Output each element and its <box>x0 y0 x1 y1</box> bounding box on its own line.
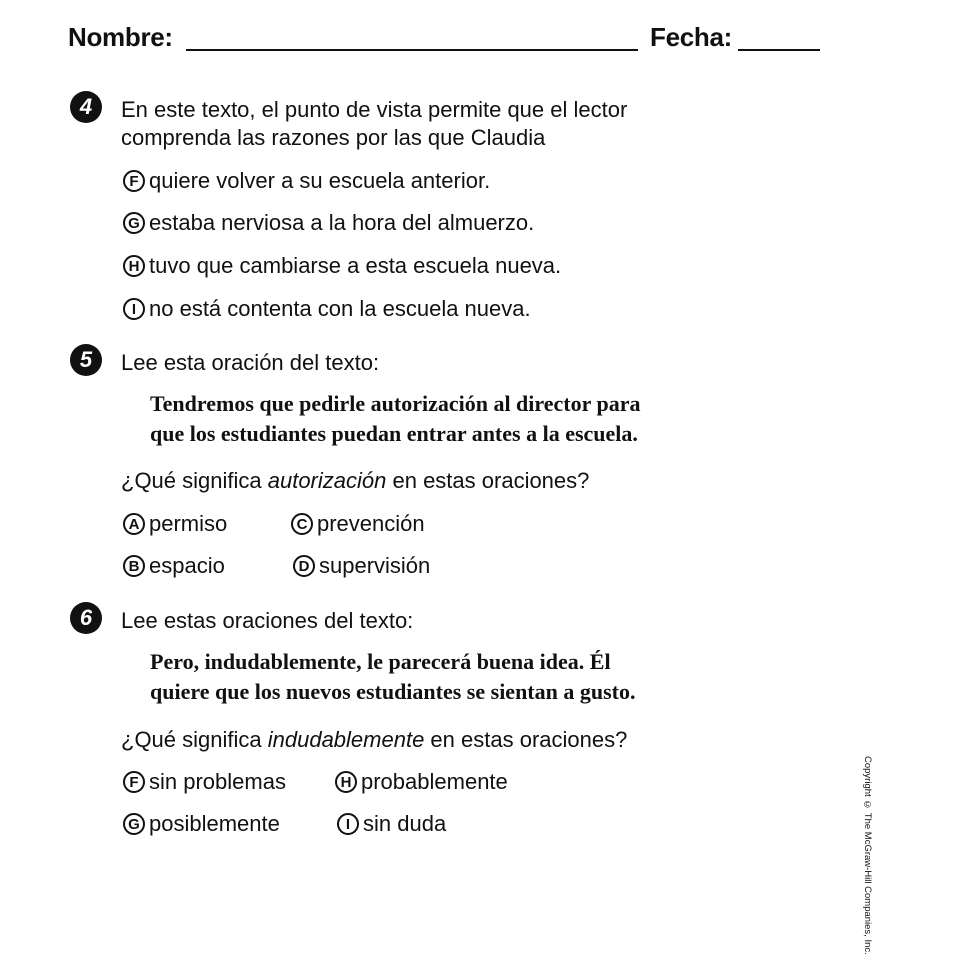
option-text: no está contenta con la escuela nueva. <box>149 296 531 321</box>
question-6-prompt <box>121 726 627 754</box>
option-text: sin problemas <box>149 769 286 794</box>
question-6-quote-line1: Pero, indudablemente, le parecerá buena idea. Él <box>150 649 611 674</box>
answer-bubble[interactable]: F <box>123 771 145 793</box>
prompt-text: ¿Qué significa <box>121 727 268 752</box>
prompt-keyword: indudablemente <box>267 727 425 752</box>
option-text: posiblemente <box>149 811 280 836</box>
date-blank-line[interactable] <box>738 49 820 51</box>
question-5-option-a[interactable] <box>123 510 227 538</box>
name-label: Nombre: <box>68 22 173 52</box>
answer-bubble[interactable]: G <box>123 212 145 234</box>
copyright-notice: Copyright © The McGraw-Hill Companies, Inc. <box>862 756 873 955</box>
prompt-text: en estas oraciones? <box>424 727 628 752</box>
option-text: espacio <box>149 553 225 578</box>
option-text: permiso <box>149 511 228 536</box>
answer-bubble[interactable]: A <box>123 513 145 535</box>
question-4-option-h[interactable] <box>123 252 561 280</box>
option-text: sin duda <box>363 811 447 836</box>
answer-bubble[interactable]: C <box>291 513 313 535</box>
option-text: quiere volver a su escuela anterior. <box>149 168 491 193</box>
question-5-number: 5 <box>70 344 102 376</box>
question-6-option-g[interactable] <box>123 810 280 838</box>
answer-bubble[interactable]: H <box>123 255 145 277</box>
option-text: estaba nerviosa a la hora del almuerzo. <box>149 210 535 235</box>
prompt-text: ¿Qué significa <box>121 468 268 493</box>
question-6-number: 6 <box>70 602 102 634</box>
question-4-option-f[interactable] <box>123 167 490 195</box>
question-4-stem-line1: En este texto, el punto de vista permite que el lector <box>121 97 628 122</box>
date-label: Fecha: <box>650 22 733 52</box>
question-5-stem: Lee esta oración del texto: <box>121 350 380 375</box>
question-6-option-i[interactable] <box>337 810 446 838</box>
question-4-stem-line2: comprenda las razones por las que Claudia <box>121 125 546 150</box>
question-5-prompt <box>121 467 589 495</box>
answer-bubble[interactable]: H <box>335 771 357 793</box>
question-5-option-c[interactable] <box>291 510 425 538</box>
question-4-number: 4 <box>70 91 102 123</box>
option-text: probablemente <box>361 769 508 794</box>
question-5-quote-line1: Tendremos que pedirle autorización al director para <box>150 391 641 416</box>
question-5-option-b[interactable] <box>123 552 225 580</box>
question-6-option-h[interactable] <box>335 768 508 796</box>
question-4-option-g[interactable] <box>123 209 534 237</box>
answer-bubble[interactable]: I <box>337 813 359 835</box>
answer-bubble[interactable]: G <box>123 813 145 835</box>
option-text: prevención <box>317 511 425 536</box>
name-blank-line[interactable] <box>186 49 638 51</box>
question-5-option-d[interactable] <box>293 552 430 580</box>
question-6-stem: Lee estas oraciones del texto: <box>121 608 414 633</box>
option-text: supervisión <box>319 553 431 578</box>
prompt-text: en estas oraciones? <box>386 468 590 493</box>
answer-bubble[interactable]: I <box>123 298 145 320</box>
prompt-keyword: autorización <box>267 468 387 493</box>
question-6-option-f[interactable] <box>123 768 286 796</box>
answer-bubble[interactable]: B <box>123 555 145 577</box>
question-5-quote-line2: que los estudiantes puedan entrar antes a la escuela. <box>150 421 638 446</box>
option-text: tuvo que cambiarse a esta escuela nueva. <box>149 253 562 278</box>
question-6-quote-line2: quiere que los nuevos estudiantes se sientan a gusto. <box>150 679 636 704</box>
answer-bubble[interactable]: D <box>293 555 315 577</box>
question-4-option-i[interactable] <box>123 295 531 323</box>
answer-bubble[interactable]: F <box>123 170 145 192</box>
